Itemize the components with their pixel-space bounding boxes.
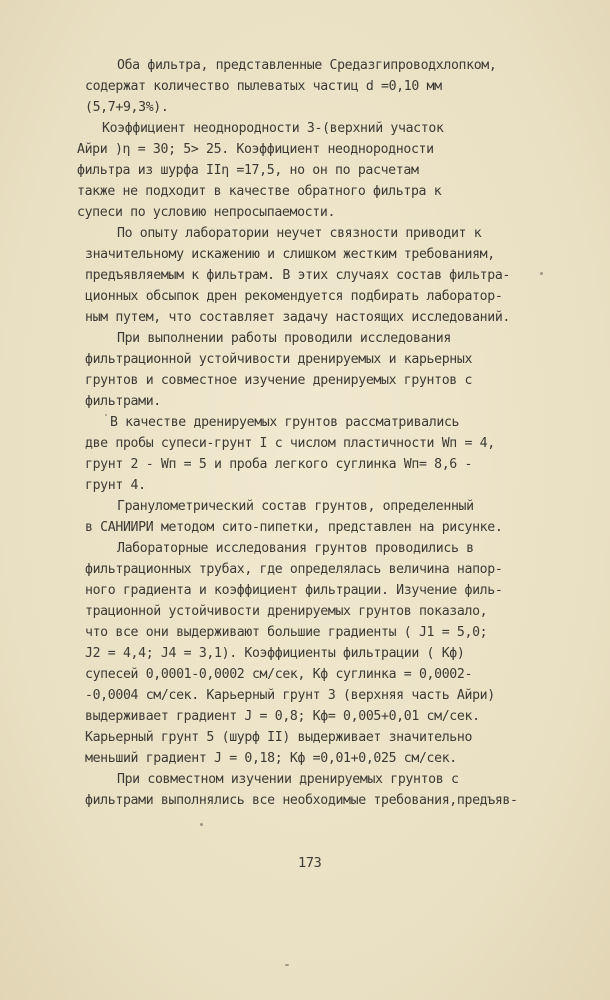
text-line: Коэффициент неоднородности 3-(верхний участок	[102, 121, 444, 136]
text-line: содержат количество пылеватых частиц d =0,10 мм	[85, 79, 442, 94]
text-line: предъявляемым к фильтрам. В этих случаях состав фильтра-	[85, 268, 511, 283]
text-line: Лабораторные исследования грунтов проводились в	[117, 541, 474, 556]
text-line: Карьерный грунт 5 (шурф II) выдерживает значительно	[85, 730, 473, 745]
text-line: В качестве дренируемых грунтов рассматривались	[110, 415, 460, 430]
text-line: фильтрами.	[85, 394, 161, 409]
text-line: Айри )η = 30; 5> 25. Коэффициент неоднородности	[77, 142, 434, 157]
text-line: ционных обсыпок дрен рекомендуется подбирать лаборатор-	[85, 289, 503, 304]
text-line: значительному искажению и слишком жестким требованиям,	[85, 247, 495, 262]
text-line: Гранулометрический состав грунтов, определенный	[117, 499, 474, 514]
text-line: ным путем, что составляет задачу настоящих исследований.	[85, 310, 511, 325]
text-line: грунт 4.	[85, 478, 146, 493]
text-line: меньший градиент J = 0,18; Кф =0,01+0,025 см/сек.	[85, 751, 457, 766]
text-line: ного градиента и коэффициент фильтрации. Изучение филь-	[85, 583, 503, 598]
text-line: выдерживает градиент J = 0,8; Кф= 0,005+0,01 см/сек.	[85, 709, 480, 724]
text-line: грунт 2 - Wп = 5 и проба легкого суглинка Wп= 8,6 -	[85, 457, 473, 472]
text-line: также не подходит в качестве обратного фильтра к	[77, 184, 442, 199]
text-line: трационной устойчивости дренируемых грунтов показало,	[85, 604, 488, 619]
scan-speck	[285, 964, 289, 966]
text-line: две пробы супеси-грунт I с числом пластичности Wп = 4,	[85, 436, 495, 451]
text-line: При выполнении работы проводили исследования	[117, 331, 451, 346]
text-line: J2 = 4,4; J4 = 3,1). Коэффициенты фильтрации ( Кф)	[85, 646, 465, 661]
text-line: фильтрационной устойчивости дренируемых и карьерных	[85, 352, 473, 367]
text-line: По опыту лаборатории неучет связности приводит к	[117, 226, 482, 241]
text-line: что все они выдерживают большие градиенты ( J1 = 5,0;	[85, 625, 488, 640]
text-line: в САНИИРИ методом сито-пипетки, представлен на рисунке.	[85, 520, 503, 535]
text-line: -0,0004 см/сек. Карьерный грунт 3 (верхняя часть Айри)	[85, 688, 495, 703]
text-line: (5,7+9,3%).	[85, 100, 169, 115]
text-line: супесей 0,0001-0,0002 см/сек, Кф суглинка = 0,0002-	[85, 667, 473, 682]
text-line: фильтрами выполнялись все необходимые требования,предъяв-	[85, 793, 518, 808]
scan-speck	[540, 272, 543, 275]
text-line: супеси по условию непросыпаемости.	[77, 205, 336, 220]
text-line: грунтов и совместное изучение дренируемых грунтов с	[85, 373, 473, 388]
scan-speck	[200, 823, 203, 826]
page-number: 173	[298, 855, 322, 871]
text-line: Оба фильтра, представленные Средазгипроводхлопком,	[117, 58, 497, 73]
text-line: фильтрационных трубах, где определялась величина напор-	[85, 562, 503, 577]
text-line: фильтра из шурфа IIη =17,5, но он по расчетам	[77, 163, 419, 178]
scan-speck	[105, 414, 107, 416]
text-line: При совместном изучении дренируемых грунтов с	[117, 772, 459, 787]
